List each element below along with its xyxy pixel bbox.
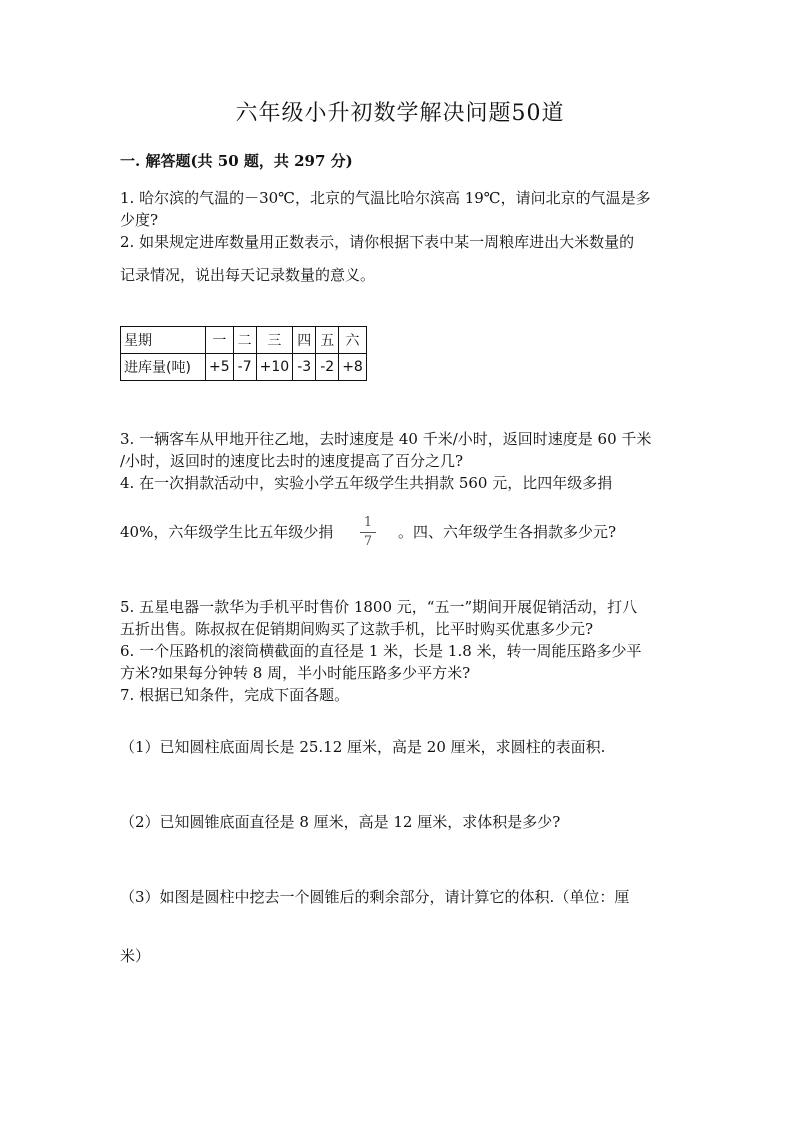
fraction-numerator: 1 bbox=[363, 515, 373, 530]
table-day: 二 bbox=[233, 327, 256, 354]
q7-line1: 7. 根据已知条件，完成下面各题。 bbox=[120, 686, 350, 704]
fraction-denominator: 7 bbox=[363, 534, 373, 549]
q7-sub3-line1: （3）如图是圆柱中挖去一个圆锥后的剩余部分，请计算它的体积.（单位：厘 bbox=[120, 888, 630, 906]
q5-line1: 5. 五星电器一款华为手机平时售价 1800 元，“五一”期间开展促销活动，打八 bbox=[120, 598, 638, 616]
table-value: -7 bbox=[233, 354, 256, 381]
table-row bbox=[121, 327, 367, 354]
q3-line1: 3. 一辆客车从甲地开往乙地，去时速度是 40 千米/小时，返回时速度是 60 千米 bbox=[120, 430, 652, 448]
q4-line1: 4. 在一次捐款活动中，实验小学五年级学生共捐款 560 元，比四年级多捐 bbox=[120, 474, 613, 492]
fraction-one-seventh bbox=[360, 515, 376, 550]
q7-sub2: （2）已知圆锥底面直径是 8 厘米，高是 12 厘米，求体积是多少? bbox=[120, 813, 561, 831]
table-day: 三 bbox=[256, 327, 293, 354]
q7-sub1: （1）已知圆柱底面周长是 25.12 厘米，高是 20 厘米，求圆柱的表面积. bbox=[120, 738, 606, 756]
table-value: +10 bbox=[256, 354, 293, 381]
q6-line1: 6. 一个压路机的滚筒横截面的直径是 1 米，长是 1.8 米，转一周能压路多少平 bbox=[120, 642, 642, 660]
table-value: -2 bbox=[316, 354, 339, 381]
q6-line2: 方米?如果每分钟转 8 周，半小时能压路多少平方米? bbox=[120, 664, 471, 682]
table-day: 六 bbox=[339, 327, 367, 354]
q7-sub3-line2: 米） bbox=[120, 947, 151, 965]
fraction-bar bbox=[360, 532, 376, 533]
q2-line2: 记录情况，说出每天记录数量的意义。 bbox=[120, 266, 376, 284]
q1-line1: 1. 哈尔滨的气温的－30℃，北京的气温比哈尔滨高 19℃，请问北京的气温是多 bbox=[120, 189, 651, 207]
table-row-label: 进库量(吨) bbox=[121, 354, 206, 381]
table-row bbox=[121, 354, 367, 381]
table-day: 四 bbox=[293, 327, 316, 354]
table-value: +8 bbox=[339, 354, 367, 381]
section-heading: 一. 解答题(共 50 题，共 297 分) bbox=[120, 152, 353, 170]
page-title: 六年级小升初数学解决问题50道 bbox=[235, 101, 565, 126]
table-value: -3 bbox=[293, 354, 316, 381]
grain-record-table bbox=[120, 326, 367, 381]
q3-line2: /小时，返回时的速度比去时的速度提高了百分之几? bbox=[120, 452, 464, 470]
table-value: +5 bbox=[206, 354, 234, 381]
table-header-label: 星期 bbox=[121, 327, 206, 354]
table-day: 五 bbox=[316, 327, 339, 354]
q1-line2: 少度? bbox=[120, 211, 159, 229]
q5-line2: 五折出售。陈叔叔在促销期间购买了这款手机，比平时购买优惠多少元? bbox=[120, 620, 594, 638]
q4-line2b: 。四、六年级学生各捐款多少元? bbox=[398, 523, 617, 541]
table-day: 一 bbox=[206, 327, 234, 354]
q2-line1: 2. 如果规定进库数量用正数表示，请你根据下表中某一周粮库进出大米数量的 bbox=[120, 233, 635, 251]
q4-line2a: 40%，六年级学生比五年级少捐 bbox=[120, 523, 334, 541]
